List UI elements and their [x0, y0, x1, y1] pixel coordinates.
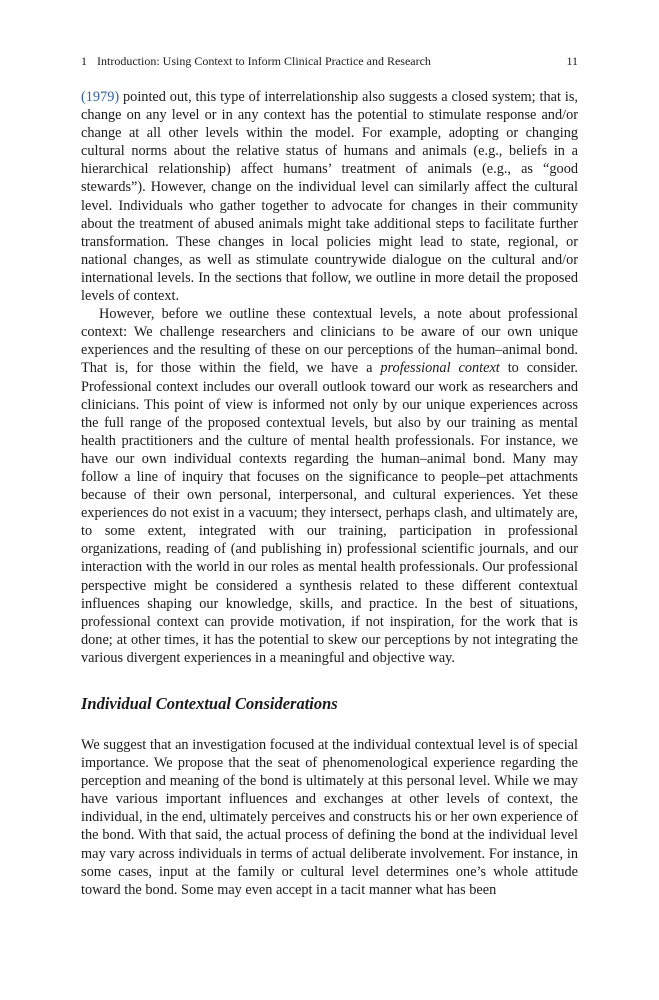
paragraph-2-text-before: However, before we outline these contextual levels, a note about professional context: We challenge researchers and clinicians to be aware of our own unique experiences and the resulting of these on our perceptions of the human–animal bond. That is, for those within the field, we have a: [81, 306, 578, 377]
paragraph-1: [81, 88, 578, 305]
body-text: [81, 88, 578, 667]
paragraph-2: [81, 305, 578, 667]
section-paragraph: We suggest that an investigation focused at the individual contextual level is of special importance. We propose that the seat of phenomenological experience regarding the perception and meaning of the bond is ultimately at this personal level. While we may have various important influences and exchanges at other levels of context, the individual, in the end, ultimately perceives and constructs his or her own experience of the bond. With that said, the actual process of defining the bond at the individual level may vary across individuals in terms of actual deliberate involvement. For instance, in some cases, input at the family or cultural level determines one’s whole attitude toward the bond. Some may even accept in a tacit manner what has been: [81, 737, 578, 898]
running-header-left: [81, 53, 431, 69]
paragraph-2-text-after: to consider. Professional context includes our overall outlook toward our work as researchers and clinicians. This point of view is informed not only by our unique experiences across the full range of the proposed contextual levels, but also by our training as mental health practitioners and the culture of mental health professionals. For instance, we have our own individual contexts regarding the human–animal bond. Many may follow a line of inquiry that focuses on the significance to people–pet attachments because of their own personal, interpersonal, and cultural experiences. Yet these experiences do not exist in a vacuum; they intersect, perhaps clash, and ultimately are, to some extent, integrated with our training, participation in professional organizations, reading of (and publishing in) professional scientific journals, and our interaction with the world in our roles as mental health professionals. Our professional perspective might be considered a synthesis related to these different contextual influences shaping our knowledge, skills, and practice. In the best of situations, professional context can provide motivation, if not inspiration, for the work that is done; at other times, it has the potential to skew our perceptions by not integrating the various divergent experiences in a meaningful and objective way.: [81, 360, 578, 666]
citation-link[interactable]: (1979): [81, 89, 120, 105]
section-heading: Individual Contextual Considerations: [81, 694, 338, 713]
running-header: [81, 53, 578, 69]
running-title: Introduction: Using Context to Inform Clinical Practice and Research: [97, 54, 431, 68]
paragraph-2-emphasis: professional context: [380, 360, 500, 377]
page-number: 11: [566, 54, 578, 68]
chapter-number: 1: [81, 54, 87, 68]
paragraph-1-text: pointed out, this type of interrelationship also suggests a closed system; that is, change on any level or in any context has the potential to stimulate response and/or change at all other levels within the model. For example, adopting or changing cultural norms about the relative status of humans and animals (e.g., beliefs in a hierarchical relationship) affect humans’ treatment of animals (e.g., as “good stewards”). However, change on the individual level can similarly affect the cultural level. Individuals who gather together to advocate for changes in their community about the treatment of abused animals might take additional steps to facilitate further transformation. These changes in local policies might lead to state, regional, or national changes, as well as stimulate countrywide dialogue on the cultural and/or international levels. In the sections that follow, we outline in more detail the proposed levels of context.: [81, 89, 578, 305]
section-body: [81, 736, 578, 899]
